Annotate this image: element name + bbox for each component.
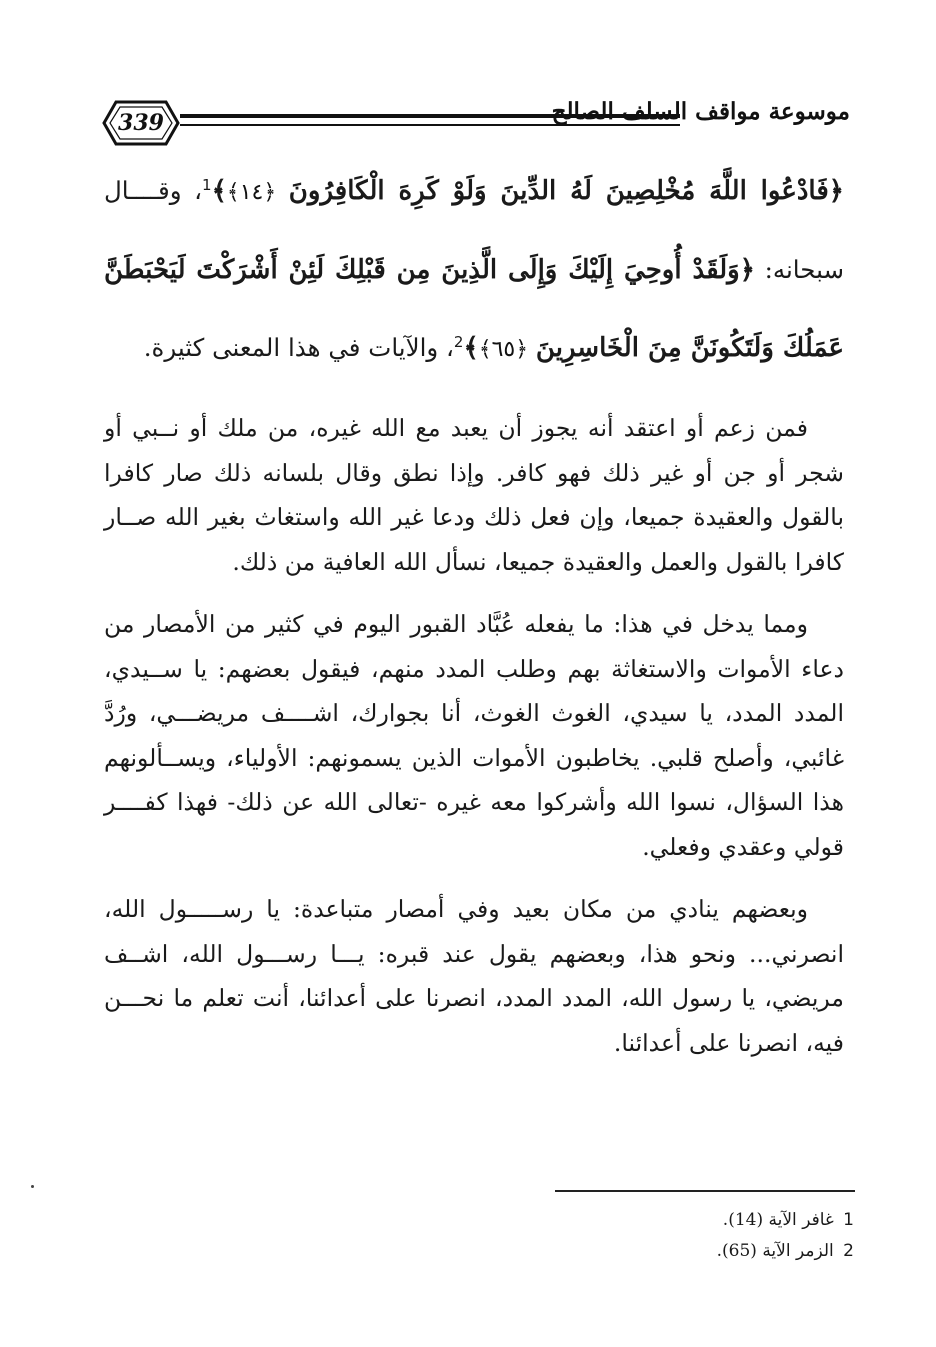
footnote-item	[154, 1205, 854, 1236]
connector-text: ، وقــــال سبحانه:	[104, 176, 845, 284]
book-title: موسوعة مواقف السلف الصالح	[551, 98, 850, 125]
connector-text: ، والآيات في هذا المعنى كثيرة.	[143, 333, 454, 362]
footnote-ref: 1	[202, 175, 212, 194]
page-header	[100, 96, 850, 156]
main-text	[104, 160, 844, 1065]
verse-close-bracket: ﴾	[463, 333, 479, 363]
quran-verse-1: ﴿فَادْعُوا اللَّهَ مُخْلِصِينَ لَهُ الدِّينَ وَلَوْ كَرِهَ الْكَافِرُونَ	[288, 176, 844, 206]
footnote-text: غافر الآية (14).	[722, 1210, 834, 1230]
footnote-number: 1	[843, 1210, 854, 1230]
paragraph: ومما يدخل في هذا: ما يفعله عُبَّاد القبور اليوم في كثير من الأمصار من دعاء الأموات والاستغاثة بهم وطلب المدد منهم، فيقول بعضهم: يا ســيدي، المدد المدد، يا سيدي، الغوث الغوث، أنا بجوارك، اشــــف مريضـــي، ورُدَّ غائبي، وأصلح قلبي. يخاطبون الأموات الذين يسمونهم: الأولياء، ويســألونهم هذا السؤال، نسوا الله وأشركوا معه غيره -تعالى الله عن ذلك- فهذا كفــــر قولي وعقدي وفعلي.	[104, 610, 844, 861]
verses-paragraph	[104, 152, 844, 388]
ayah-number-icon: ﴿١٤﴾	[226, 180, 277, 205]
page-number-badge	[102, 100, 180, 146]
page-number: 339	[118, 110, 164, 136]
footnotes	[154, 1205, 854, 1267]
verse-close-bracket: ﴾	[211, 176, 227, 206]
ayah-number-icon: ﴿٦٥﴾	[478, 337, 529, 362]
footnote-text: الزمر الآية (65).	[716, 1241, 834, 1261]
footnote-separator	[555, 1190, 855, 1192]
paragraph: وبعضهم ينادي من مكان بعيد وفي أمصار متباعدة: يا رســـــول الله، انصرني... ونحو هذا، وبعضهم يقول عند قبره: يـــا رســـول الله، اشــف مريضي، يا رسول الله، المدد المدد، انصرنا على أعدائنا، أنت تعلم ما نحـــن فيه، انصرنا على أعدائنا.	[104, 895, 844, 1057]
footnote-number: 2	[843, 1241, 854, 1261]
footnote-ref: 2	[453, 332, 464, 351]
footnote-item	[154, 1236, 854, 1267]
paragraph: فمن زعم أو اعتقد أنه يجوز أن يعبد مع الله غيره، من ملك أو نــبي أو شجر أو جن أو غير ذلك فهو كافر. وإذا نطق وقال بلسانه ذلك صار كافرا بالقول والعقيدة جميعا، وإن فعل ذلك ودعا غير الله واستغاث بغير الله صــار كافرا بالقول والعمل والعقيدة جميعا، نسأل الله العافية من ذلك.	[104, 414, 844, 576]
scan-speck	[31, 1185, 34, 1188]
quran-verse-2: ﴿وَلَقَدْ أُوحِيَ إِلَيْكَ وَإِلَى الَّذِينَ مِن قَبْلِكَ لَئِنْ أَشْرَكْتَ لَيَحْبَطَنَّ عَمَلُكَ وَلَتَكُونَنَّ مِنَ الْخَاسِرِينَ	[104, 255, 844, 363]
